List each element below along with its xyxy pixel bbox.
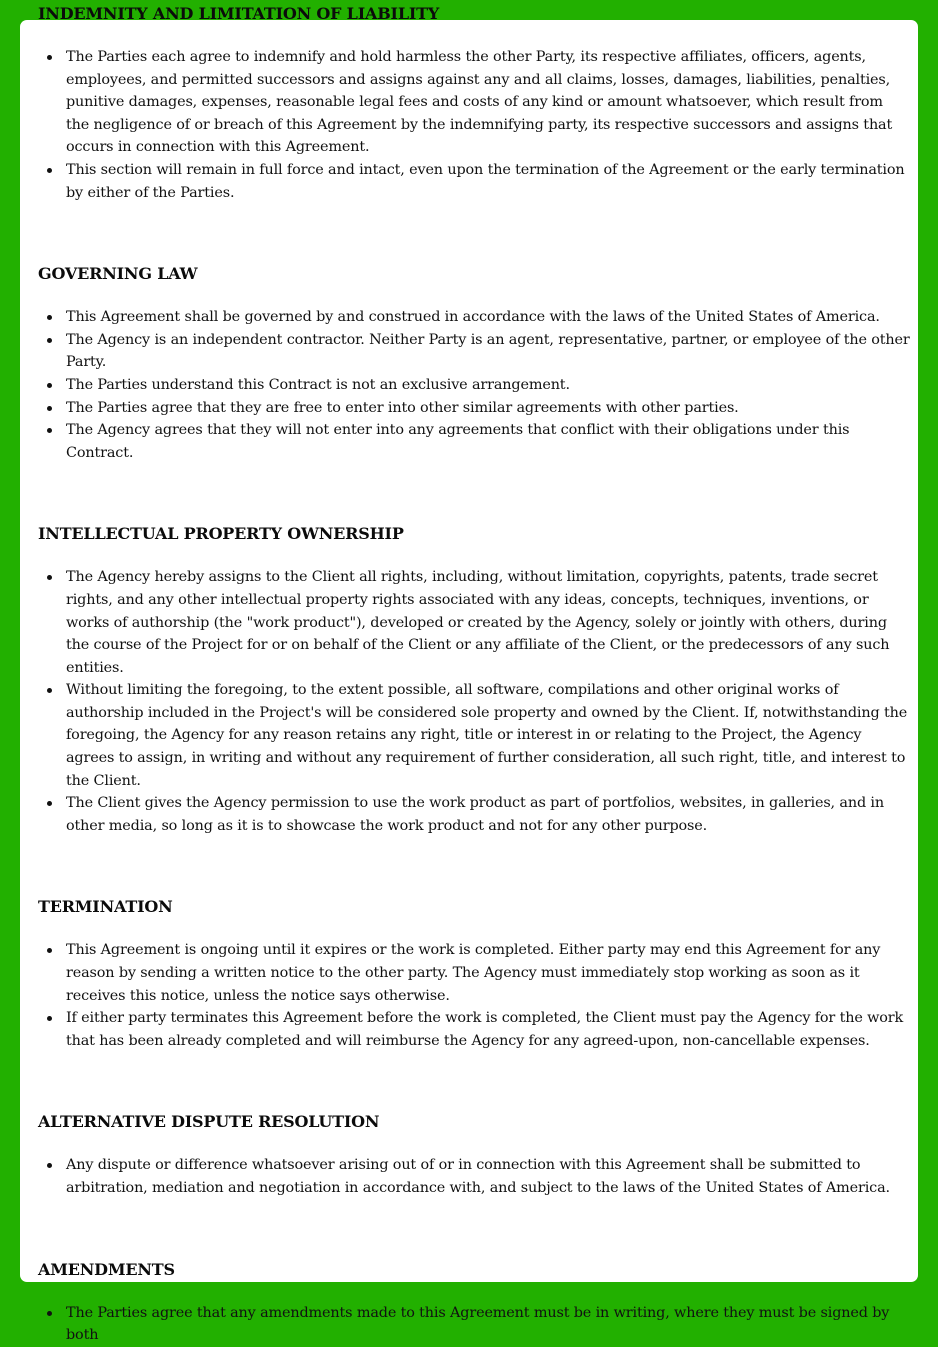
clause-item: This section will remain in full force and intact, even upon the termination of the Agreement or the early termination by either of the Parties. xyxy=(66,159,910,204)
clause-list xyxy=(38,1154,910,1199)
clause-item: The Parties understand this Contract is not an exclusive arrangement. xyxy=(66,374,910,397)
section-heading: GOVERNING LAW xyxy=(38,264,198,284)
clause-item: If either party terminates this Agreement before the work is completed, the Client must pay the Agency for the work that has been already completed and will reimburse the Agency for any agreed-upon, non-cancellable expenses. xyxy=(66,1007,910,1052)
clause-list xyxy=(38,46,910,204)
section-indemnity xyxy=(38,4,910,204)
clause-item: The Client gives the Agency permission to use the work product as part of portfolios, websites, in galleries, and in other media, so long as it is to showcase the work product and not for any other purpose. xyxy=(66,792,910,837)
clause-item: This Agreement is ongoing until it expires or the work is completed. Either party may end this Agreement for any reason by sending a written notice to the other party. The Agency must immediately stop working as soon as it receives this notice, unless the notice says otherwise. xyxy=(66,939,910,1007)
clause-item: The Parties agree that any amendments made to this Agreement must be in writing, where they must be signed by both xyxy=(66,1302,910,1347)
clause-list xyxy=(38,939,910,1052)
clause-list xyxy=(38,1302,910,1347)
section-dispute-resolution xyxy=(38,1112,910,1199)
section-heading: TERMINATION xyxy=(38,897,173,917)
document-content xyxy=(38,4,910,1347)
section-amendments xyxy=(38,1260,910,1347)
clause-item: The Parties agree that they are free to enter into other similar agreements with other parties. xyxy=(66,397,910,420)
clause-item: The Agency hereby assigns to the Client all rights, including, without limitation, copyrights, patents, trade secret rights, and any other intellectual property rights associated with any ideas, concepts, techniques, inventions, or works of authorship (the "work product"), developed or created by the Agency, solely or jointly with others, during the course of the Project for or on behalf of the Client or any affiliate of the Client, or the predecessors of any such entities. xyxy=(66,566,910,679)
clause-item: This Agreement shall be governed by and construed in accordance with the laws of the United States of America. xyxy=(66,306,910,329)
clause-item: Without limiting the foregoing, to the extent possible, all software, compilations and other original works of authorship included in the Project's will be considered sole property and owned by the Client. If, notwithstanding the foregoing, the Agency for any reason retains any right, title or interest in or relating to the Project, the Agency agrees to assign, in writing and without any requirement of further consideration, all such right, title, and interest to the Client. xyxy=(66,679,910,792)
section-heading: AMENDMENTS xyxy=(38,1259,175,1279)
clause-item: The Agency agrees that they will not enter into any agreements that conflict with their obligations under this Contract. xyxy=(66,419,910,464)
section-governing-law xyxy=(38,264,910,464)
document-page xyxy=(20,4,918,1344)
clause-item: The Agency is an independent contractor. Neither Party is an agent, representative, partner, or employee of the other Party. xyxy=(66,329,910,374)
section-heading: INDEMNITY AND LIMITATION OF LIABILITY xyxy=(38,4,440,23)
clause-list xyxy=(38,566,910,837)
section-termination xyxy=(38,897,910,1052)
section-heading: INTELLECTUAL PROPERTY OWNERSHIP xyxy=(38,524,404,544)
section-intellectual-property xyxy=(38,524,910,837)
clause-list xyxy=(38,306,910,464)
section-heading: ALTERNATIVE DISPUTE RESOLUTION xyxy=(38,1112,380,1132)
clause-item: Any dispute or difference whatsoever arising out of or in connection with this Agreement shall be submitted to arbitration, mediation and negotiation in accordance with, and subject to the laws of the United States of America. xyxy=(66,1154,910,1199)
clause-item: The Parties each agree to indemnify and hold harmless the other Party, its respective affiliates, officers, agents, employees, and permitted successors and assigns against any and all claims, losses, damages, liabilities, penalties, punitive damages, expenses, reasonable legal fees and costs of any kind or amount whatsoever, which result from the negligence of or breach of this Agreement by the indemnifying party, its respective successors and assigns that occurs in connection with this Agreement. xyxy=(66,46,910,159)
